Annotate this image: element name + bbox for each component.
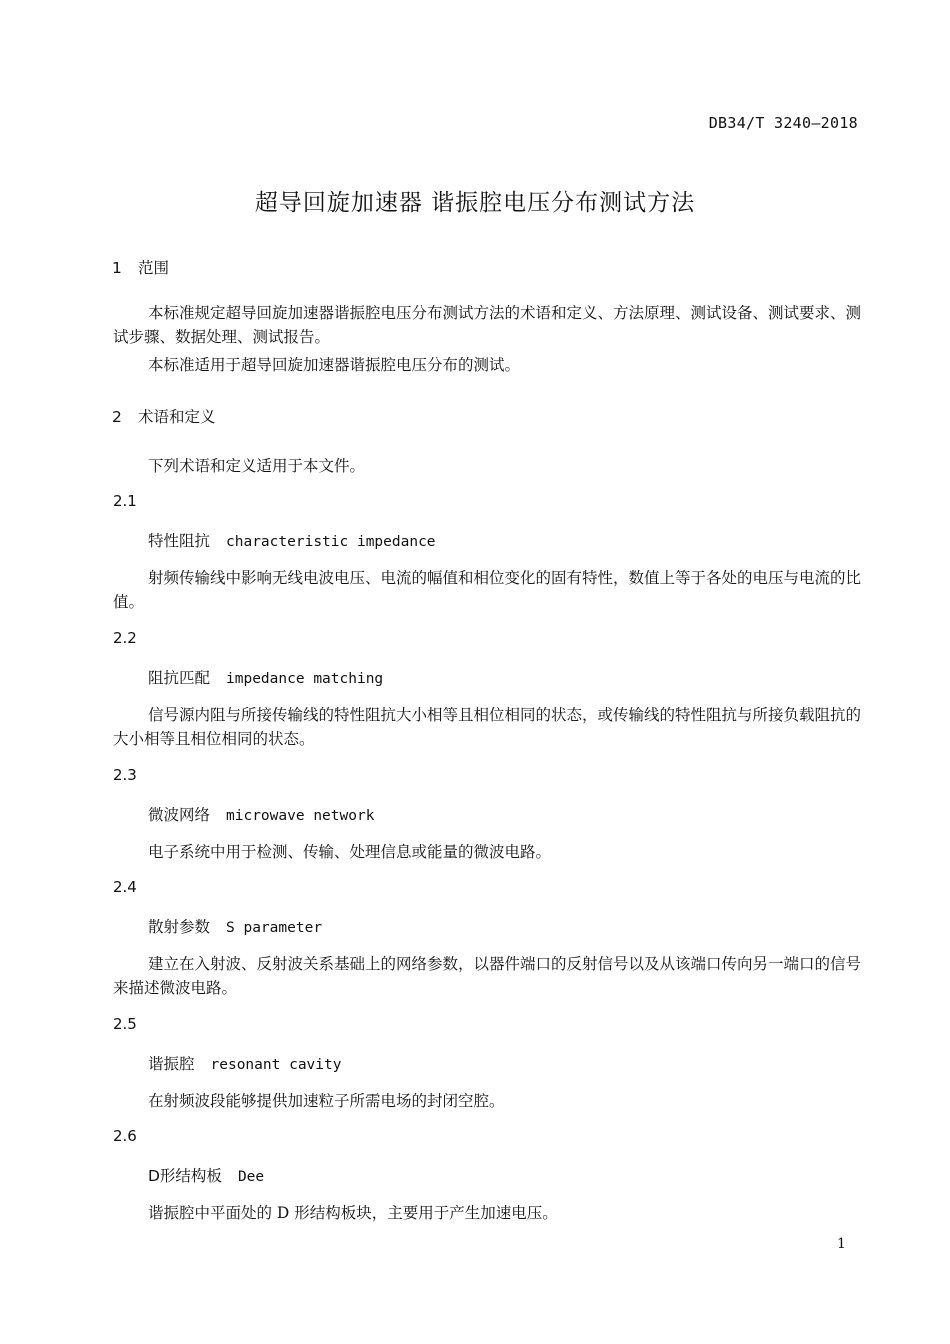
- scope-paragraph-2: 本标准适用于超导回旋加速器谐振腔电压分布的测试。: [148, 356, 521, 374]
- term-en: resonant cavity: [210, 1057, 342, 1073]
- term-zh: 微波网络: [148, 806, 211, 824]
- term-en: S parameter: [226, 920, 323, 936]
- term-heading: [148, 915, 322, 937]
- section-2-heading: [112, 405, 216, 427]
- standard-code: DB34/T 3240—2018: [708, 114, 858, 132]
- term-zh: 散射参数: [148, 918, 211, 936]
- section-1-heading: [112, 256, 169, 278]
- term-definition: 建立在入射波、反射波关系基础上的网络参数，以器件端口的反射信号以及从该端口传向另一端口的信号来描述微波电路。: [113, 955, 862, 997]
- term-number: 2.1: [113, 492, 137, 510]
- section-number: 1: [112, 259, 122, 277]
- term-number: 2.4: [113, 878, 137, 896]
- section-title: 范围: [138, 259, 170, 277]
- document-title: 超导回旋加速器 谐振腔电压分布测试方法: [254, 190, 696, 216]
- term-heading: [148, 1164, 264, 1186]
- term-en: Dee: [237, 1169, 265, 1185]
- term-definition: 在射频波段能够提供加速粒子所需电场的封闭空腔。: [148, 1092, 505, 1110]
- term-definition: 信号源内阻与所接传输线的特性阻抗大小相等且相位相同的状态，或传输线的特性阻抗与所接负载阻抗的大小相等且相位相同的状态。: [113, 706, 862, 748]
- term-en: microwave network: [226, 808, 375, 824]
- term-heading: [148, 529, 436, 551]
- term-en: characteristic impedance: [226, 534, 436, 550]
- term-definition: 电子系统中用于检测、传输、处理信息或能量的微波电路。: [148, 843, 552, 861]
- term-heading: [148, 1052, 341, 1074]
- term-heading: [148, 803, 374, 825]
- section-number: 2: [112, 408, 122, 426]
- term-heading: [148, 666, 383, 688]
- section-title: 术语和定义: [138, 408, 216, 426]
- term-number: 2.6: [113, 1127, 137, 1145]
- term-number: 2.2: [113, 629, 137, 647]
- term-zh: D形结构板: [148, 1167, 222, 1185]
- term-definition: 谐振腔中平面处的 D 形结构板块，主要用于产生加速电压。: [148, 1204, 558, 1222]
- terms-intro: 下列术语和定义适用于本文件。: [148, 457, 366, 475]
- term-zh: 特性阻抗: [148, 532, 211, 550]
- term-zh: 阻抗匹配: [148, 669, 211, 687]
- scope-paragraph-1: 本标准规定超导回旋加速器谐振腔电压分布测试方法的术语和定义、方法原理、测试设备、测试要求、测试步骤、数据处理、测试报告。: [113, 304, 862, 346]
- term-en: impedance matching: [226, 671, 384, 687]
- term-zh: 谐振腔: [148, 1055, 195, 1073]
- page-number: 1: [837, 1236, 846, 1252]
- term-number: 2.3: [113, 766, 137, 784]
- term-number: 2.5: [113, 1015, 137, 1033]
- term-definition: 射频传输线中影响无线电波电压、电流的幅值和相位变化的固有特性，数值上等于各处的电压与电流的比值。: [113, 569, 862, 611]
